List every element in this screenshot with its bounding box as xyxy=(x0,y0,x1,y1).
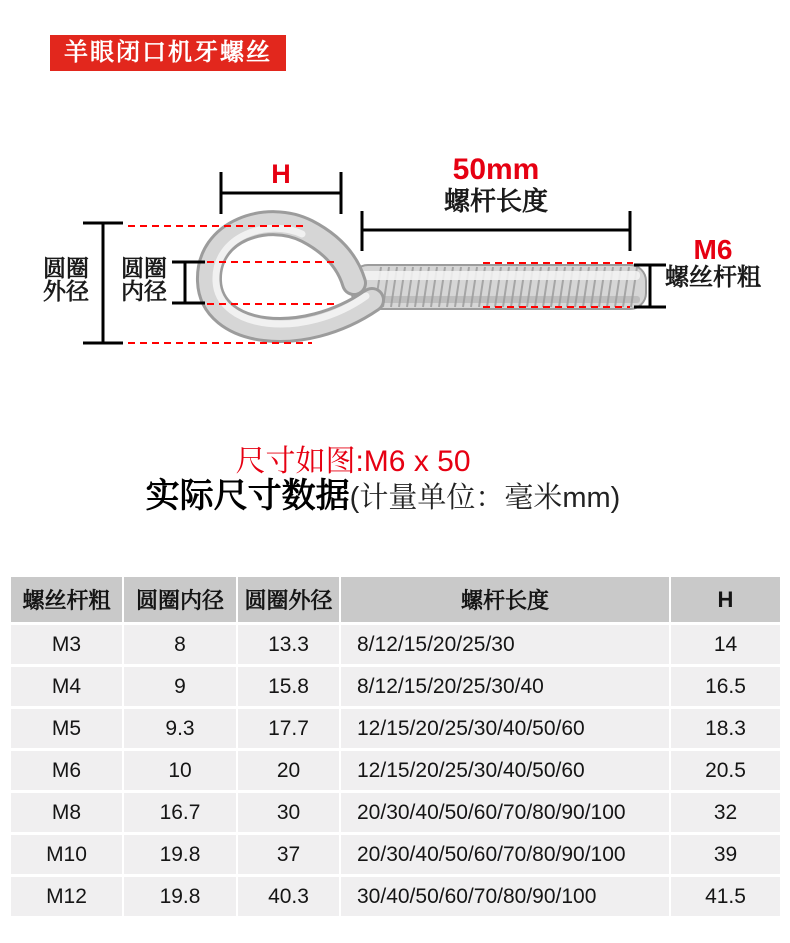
h-dimension-label: H xyxy=(271,159,291,189)
table-cell: 12/15/20/25/30/40/50/60 xyxy=(341,751,669,790)
rod-length-value: 50mm xyxy=(452,153,540,186)
table-cell: 37 xyxy=(238,835,339,874)
actual-size-title xyxy=(0,468,766,517)
col-header-h: H xyxy=(671,577,780,622)
table-cell: 19.8 xyxy=(124,835,236,874)
table-cell: 10 xyxy=(124,751,236,790)
rod-thickness-label: 螺丝杆粗 xyxy=(665,264,761,291)
table-cell: M5 xyxy=(11,709,122,748)
table-cell: 16.5 xyxy=(671,667,780,706)
table-cell: 14 xyxy=(671,625,780,664)
table-cell: 9.3 xyxy=(124,709,236,748)
table-cell: M4 xyxy=(11,667,122,706)
table-cell: M8 xyxy=(11,793,122,832)
table-cell: 17.7 xyxy=(238,709,339,748)
table-cell: M6 xyxy=(11,751,122,790)
table-cell: 12/15/20/25/30/40/50/60 xyxy=(341,709,669,748)
col-header-rod-thickness: 螺丝杆粗 xyxy=(11,577,122,622)
table-cell: 30 xyxy=(238,793,339,832)
col-header-inner-diameter: 圆圈内径 xyxy=(124,577,236,622)
inner-diameter-label-line2: 内径 xyxy=(121,278,167,304)
table-cell: 20 xyxy=(238,751,339,790)
rod-length-label: 螺杆长度 xyxy=(443,186,548,216)
product-title-badge: 羊眼闭口机牙螺丝 xyxy=(50,35,286,71)
size-as-shown-note: 尺寸如图:M6 x 50 xyxy=(235,445,471,478)
table-cell: 41.5 xyxy=(671,877,780,916)
spec-table xyxy=(11,577,780,916)
table-cell: 20/30/40/50/60/70/80/90/100 xyxy=(341,793,669,832)
eye-bolt-loop xyxy=(209,223,372,330)
rod-length-dimension xyxy=(360,154,632,216)
col-header-rod-length: 螺杆长度 xyxy=(341,577,669,622)
measurement-unit-text: (计量单位：毫米mm) xyxy=(349,482,621,514)
actual-size-title-text: 实际尺寸数据 xyxy=(145,477,350,515)
rod-thickness-dimension xyxy=(648,236,778,292)
outer-diameter-label-line1: 圆圈 xyxy=(43,255,89,281)
table-cell: 39 xyxy=(671,835,780,874)
table-cell: M3 xyxy=(11,625,122,664)
table-cell: 15.8 xyxy=(238,667,339,706)
table-cell: 40.3 xyxy=(238,877,339,916)
inner-diameter-label xyxy=(116,257,172,303)
table-cell: 16.7 xyxy=(124,793,236,832)
table-cell: M10 xyxy=(11,835,122,874)
eye-bolt-rod xyxy=(352,265,646,309)
table-cell: 13.3 xyxy=(238,625,339,664)
table-cell: 18.3 xyxy=(671,709,780,748)
table-cell: M12 xyxy=(11,877,122,916)
table-cell: 20/30/40/50/60/70/80/90/100 xyxy=(341,835,669,874)
table-cell: 8 xyxy=(124,625,236,664)
inner-diameter-label-line1: 圆圈 xyxy=(121,255,167,281)
outer-diameter-label-line2: 外径 xyxy=(43,278,89,304)
table-cell: 8/12/15/20/25/30/40 xyxy=(341,667,669,706)
rod-thickness-value: M6 xyxy=(693,234,733,265)
table-cell: 20.5 xyxy=(671,751,780,790)
table-cell: 30/40/50/60/70/80/90/100 xyxy=(341,877,669,916)
table-cell: 19.8 xyxy=(124,877,236,916)
outer-diameter-label xyxy=(38,257,94,303)
col-header-outer-diameter: 圆圈外径 xyxy=(238,577,339,622)
table-cell: 9 xyxy=(124,667,236,706)
table-cell: 8/12/15/20/25/30 xyxy=(341,625,669,664)
table-cell: 32 xyxy=(671,793,780,832)
